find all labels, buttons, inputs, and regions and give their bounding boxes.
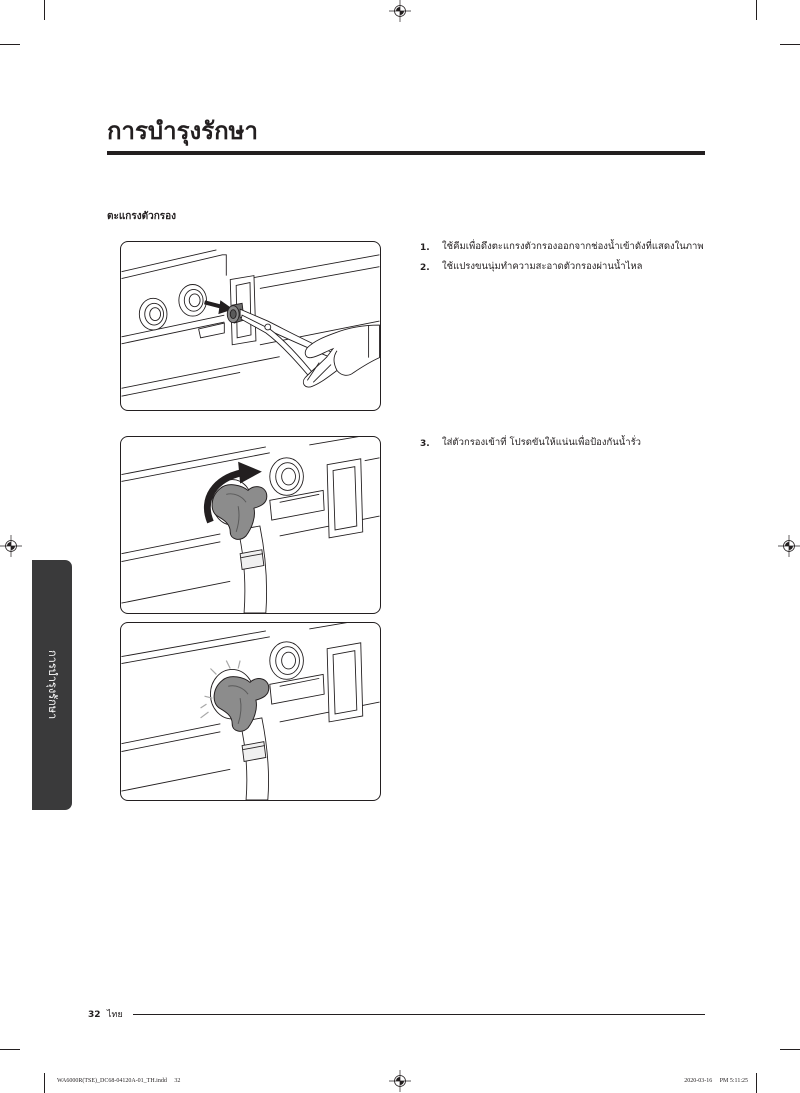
slug-file-name: WA6000R(TSE)_DC68-04120A-01_TH.indd: [57, 1078, 167, 1084]
footer-language: ไทย: [107, 1010, 123, 1020]
slug-date: 2020-03-16: [684, 1078, 713, 1084]
chapter-side-tab: [32, 560, 72, 810]
crop-mark-bottom-right-v: [756, 1073, 757, 1093]
crop-mark-top-right-v: [756, 0, 757, 20]
crop-mark-bottom-right-h: [780, 1049, 800, 1050]
crop-mark-top-right-h: [780, 44, 800, 45]
step-number: 2.: [420, 263, 430, 273]
slug-time: PM 5:11:25: [719, 1078, 748, 1084]
chapter-tab-label: การบำรุงรักษา: [46, 650, 59, 720]
title-rule: [107, 151, 705, 155]
section-heading: ตะแกรงตัวกรอง: [107, 211, 177, 222]
registration-mark-icon: [778, 535, 800, 557]
step-number: 3.: [420, 439, 430, 449]
figure-remove-filter: [120, 241, 381, 411]
registration-mark-icon: [389, 1070, 411, 1092]
inlet-valve: [270, 642, 304, 680]
hose: [238, 526, 266, 613]
step-text: ใช้คีมเพื่อดึงตะแกรงตัวกรองออกจากช่องน้ำเข้าดังที่แสดงในภาพ: [442, 241, 704, 252]
step-number: 1.: [420, 243, 430, 253]
page-number: 32: [88, 1010, 101, 1020]
bracket: [327, 459, 363, 538]
figure-filter-tightened: [120, 622, 381, 801]
illustration-insert-filter: [121, 437, 380, 613]
page-title: การบำรุงรักษา: [107, 117, 258, 145]
inlet-valve-right: [179, 284, 207, 316]
inlet-valve: [270, 458, 304, 496]
slug-timestamp: [684, 1076, 748, 1086]
crop-mark-top-left-h: [0, 44, 20, 45]
crop-mark-bottom-left-h: [0, 1049, 20, 1050]
figure-insert-filter: [120, 436, 381, 614]
bracket: [327, 643, 363, 722]
footer-rule: [133, 1014, 705, 1015]
illustration-pliers-remove-filter: [121, 242, 380, 410]
registration-mark-icon: [389, 0, 411, 22]
registration-mark-icon: [0, 535, 22, 557]
slug-file-info: [57, 1076, 180, 1086]
step-text: ใช้แปรงขนนุ่มทำความสะอาดตัวกรองผ่านน้ำไหล: [442, 261, 643, 272]
crop-mark-top-left-v: [44, 0, 45, 20]
crop-mark-bottom-left-v: [44, 1073, 45, 1093]
slug-page: 32: [174, 1078, 181, 1084]
step-text: ใส่ตัวกรองเข้าที่ โปรดขันให้แน่นเพื่อป้องกันน้ำรั่ว: [442, 437, 642, 448]
illustration-filter-tightened: [121, 623, 380, 800]
inlet-valve-left: [139, 298, 167, 330]
